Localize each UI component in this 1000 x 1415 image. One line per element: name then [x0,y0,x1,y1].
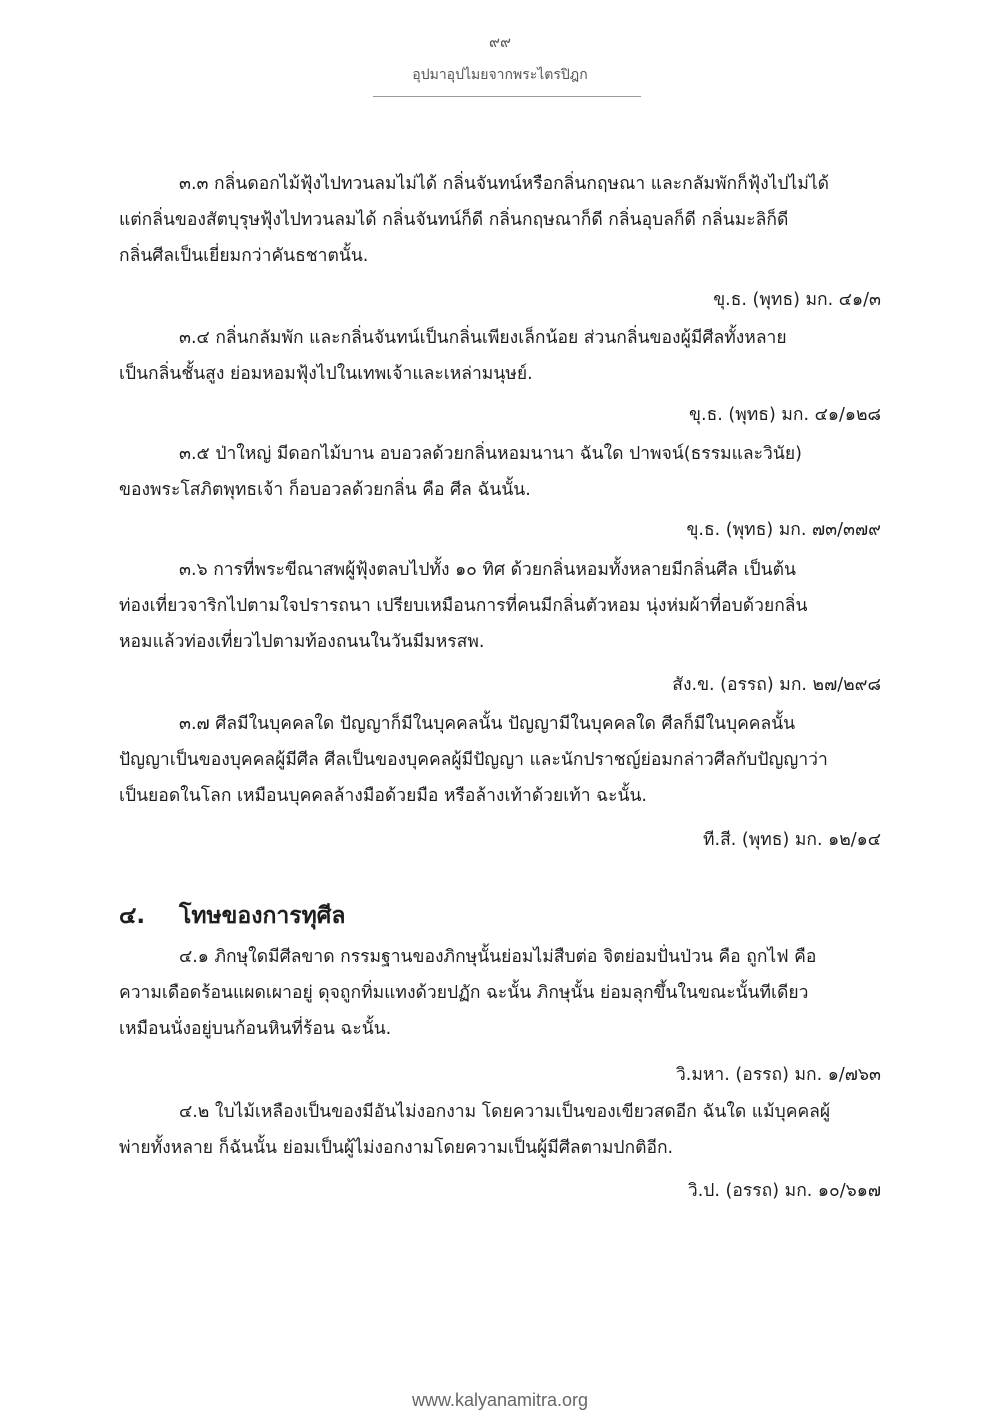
paragraph-line: ๓.๗ ศีลมีในบุคคลใด ปัญญาก็มีในบุคคลนั้น ปัญญามีในบุคคลใด ศีลก็มีในบุคคลนั้น [179,714,796,734]
paragraph-line: ความเดือดร้อนแผดเผาอยู่ ดุจถูกทิ่มแทงด้วยปฏัก ฉะนั้น ภิกษุนั้น ย่อมลุกขึ้นในขณะนั้นทีเดียว [119,983,809,1003]
header-divider [373,96,641,97]
paragraph-4-2 [119,1094,881,1166]
citation-4-2: วิ.ป. (อรรถ) มก. ๑๐/๖๑๗ [687,1181,881,1201]
citation-3-3: ขุ.ธ. (พุทธ) มก. ๔๑/๓ [713,290,881,310]
paragraph-line: ๓.๔ กลิ่นกลัมพัก และกลิ่นจันทน์เป็นกลิ่นเพียงเล็กน้อย ส่วนกลิ่นของผู้มีศีลทั้งหลาย [179,328,787,348]
paragraph-3-6 [119,552,881,660]
paragraph-line: เหมือนนั่งอยู่บนก้อนหินที่ร้อน ฉะนั้น. [119,1019,392,1039]
paragraph-3-5 [119,436,881,508]
paragraph-line: ๔.๑ ภิกษุใดมีศีลขาด กรรมฐานของภิกษุนั้นย่อมไม่สืบต่อ จิตย่อมปั่นป่วน คือ ถูกไฟ คือ [179,947,817,967]
paragraph-4-1 [119,939,881,1047]
paragraph-3-7 [119,706,881,814]
paragraph-line: ปัญญาเป็นของบุคคลผู้มีศีล ศีลเป็นของบุคคลผู้มีปัญญา และนักปราชญ์ย่อมกล่าวศีลกับปัญญาว่า [119,750,828,770]
paragraph-3-3 [119,166,881,274]
section-heading [119,896,881,936]
page-number: ๙๙ [489,33,511,51]
paragraph-line: ๓.๖ การที่พระขีณาสพผู้ฟุ้งตลบไปทั้ง ๑๐ ทิศ ด้วยกลิ่นหอมทั้งหลายมีกลิ่นศีล เป็นต้น [179,560,796,580]
book-title: อุปมาอุปไมยจากพระไตรปิฎก [412,67,588,83]
citation-4-1: วิ.มหา. (อรรถ) มก. ๑/๗๖๓ [675,1065,881,1085]
paragraph-line: พ่ายทั้งหลาย ก็ฉันนั้น ย่อมเป็นผู้ไม่งอกงามโดยความเป็นผู้มีศีลตามปกติอีก. [119,1138,674,1158]
paragraph-line: แต่กลิ่นของสัตบุรุษฟุ้งไปทวนลมได้ กลิ่นจันทน์ก็ดี กลิ่นกฤษณาก็ดี กลิ่นอุบลก็ดี กลิ่นมะลิก็ดี [119,210,789,230]
paragraph-line: ๔.๒ ใบไม้เหลืองเป็นของมีอันไม่งอกงาม โดยความเป็นของเขียวสดอีก ฉันใด แม้บุคคลผู้ [179,1102,831,1122]
paragraph-3-4 [119,320,881,392]
section-number: ๔. [119,903,146,929]
paragraph-line: ของพระโสภิตพุทธเจ้า ก็อบอวลด้วยกลิ่น คือ ศีล ฉันนั้น. [119,480,531,500]
paragraph-line: เป็นยอดในโลก เหมือนบุคคลล้างมือด้วยมือ หรือล้างเท้าด้วยเท้า ฉะนั้น. [119,786,647,806]
paragraph-line: หอมแล้วท่องเที่ยวไปตามท้องถนนในวันมีมหรสพ. [119,632,485,652]
section-title: โทษของการทุศีล [179,903,346,929]
citation-3-4: ขุ.ธ. (พุทธ) มก. ๔๑/๑๒๘ [689,405,881,425]
paragraph-line: กลิ่นศีลเป็นเยี่ยมกว่าคันธชาตนั้น. [119,246,369,266]
citation-3-7: ที.สี. (พุทธ) มก. ๑๒/๑๔ [702,830,881,850]
website-link[interactable]: www.kalyanamitra.org [411,1390,589,1410]
citation-3-5: ขุ.ธ. (พุทธ) มก. ๗๓/๓๗๙ [686,520,881,540]
paragraph-line: ๓.๓ กลิ่นดอกไม้ฟุ้งไปทวนลมไม่ได้ กลิ่นจันทน์หรือกลิ่นกฤษณา และกลัมพักก็ฟุ้งไปไม่ได้ [179,174,830,194]
paragraph-line: เป็นกลิ่นชั้นสูง ย่อมหอมฟุ้งไปในเทพเจ้าและเหล่ามนุษย์. [119,364,533,384]
citation-3-6: สัง.ข. (อรรถ) มก. ๒๗/๒๙๘ [672,675,881,695]
paragraph-line: ท่องเที่ยวจาริกไปตามใจปรารถนา เปรียบเหมือนการที่คนมีกลิ่นตัวหอม นุ่งห่มผ้าที่อบด้วยกลิ่น [119,596,808,616]
paragraph-line: ๓.๕ ป่าใหญ่ มีดอกไม้บาน อบอวลด้วยกลิ่นหอมนานา ฉันใด ปาพจน์(ธรรมและวินัย) [179,444,802,464]
